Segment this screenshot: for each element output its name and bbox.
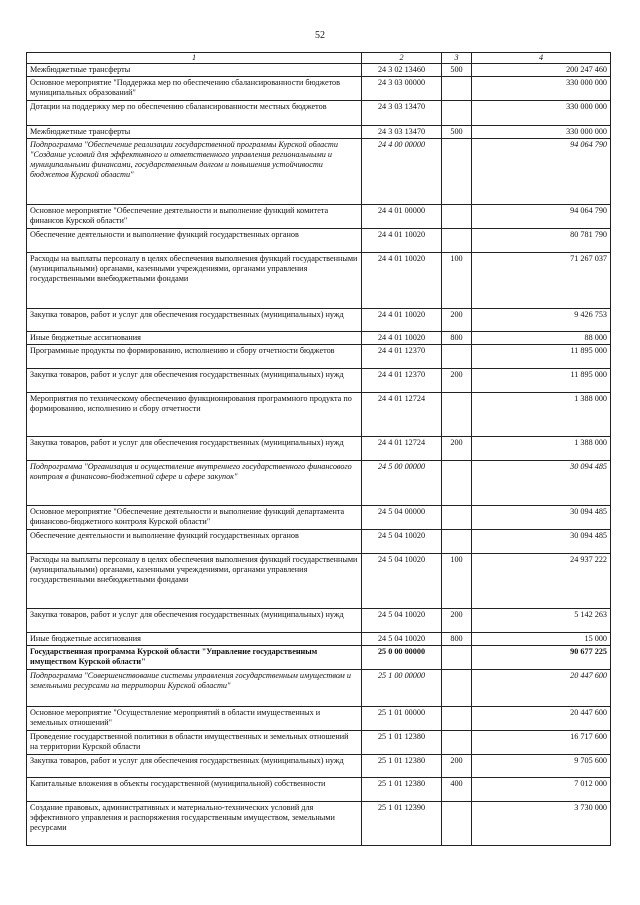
table-row	[27, 646, 611, 670]
row-code: 24 3 02 13460	[362, 64, 442, 77]
row-sum: 200 247 460	[472, 64, 611, 77]
row-code: 25 1 01 00000	[362, 707, 442, 731]
row-type: 200	[442, 755, 472, 778]
row-sum: 16 717 600	[472, 731, 611, 755]
header-col-code: 2	[362, 53, 442, 64]
table-row	[27, 369, 611, 393]
row-type	[442, 646, 472, 670]
table-row	[27, 778, 611, 802]
row-code: 24 4 01 00000	[362, 205, 442, 229]
table-row	[27, 77, 611, 101]
row-type: 200	[442, 437, 472, 461]
row-type	[442, 139, 472, 205]
row-code: 25 1 00 00000	[362, 670, 442, 707]
budget-table	[26, 52, 611, 846]
row-sum: 3 730 000	[472, 802, 611, 846]
table-row	[27, 461, 611, 506]
row-name: Дотации на поддержку мер по обеспечению сбалансированности местных бюджетов	[27, 101, 362, 126]
table-row	[27, 707, 611, 731]
table-row	[27, 345, 611, 369]
row-code: 24 4 01 10020	[362, 332, 442, 345]
row-name: Иные бюджетные ассигнования	[27, 633, 362, 646]
row-name: Закупка товаров, работ и услуг для обеспечения государственных (муниципальных) нужд	[27, 437, 362, 461]
page-number: 52	[315, 30, 325, 41]
row-type: 400	[442, 778, 472, 802]
row-code: 24 4 01 12370	[362, 345, 442, 369]
table-row	[27, 554, 611, 609]
row-name: Создание правовых, административных и материально-технических условий для эффективного управления и распоряжения государственным имуществом, земельными ресурсами	[27, 802, 362, 846]
row-type: 100	[442, 554, 472, 609]
row-type: 200	[442, 609, 472, 633]
row-type	[442, 101, 472, 126]
table-row	[27, 253, 611, 309]
row-sum: 330 000 000	[472, 101, 611, 126]
table-row	[27, 309, 611, 332]
table-row	[27, 101, 611, 126]
table-row	[27, 437, 611, 461]
row-sum: 80 781 790	[472, 229, 611, 253]
row-code: 24 4 01 10020	[362, 253, 442, 309]
row-sum: 90 677 225	[472, 646, 611, 670]
row-sum: 11 895 000	[472, 369, 611, 393]
row-name: Проведение государственной политики в области имущественных и земельных отношений на территории Курской области	[27, 731, 362, 755]
row-name: Закупка товаров, работ и услуг для обеспечения государственных (муниципальных) нужд	[27, 369, 362, 393]
table-row	[27, 393, 611, 437]
row-name: Основное мероприятие "Поддержка мер по обеспечению сбалансированности бюджетов муниципальных образований"	[27, 77, 362, 101]
row-code: 24 5 00 00000	[362, 461, 442, 506]
row-sum: 15 000	[472, 633, 611, 646]
header-col-type: 3	[442, 53, 472, 64]
row-sum: 5 142 263	[472, 609, 611, 633]
row-type	[442, 530, 472, 554]
row-code: 24 5 04 10020	[362, 609, 442, 633]
table-row	[27, 64, 611, 77]
table-row	[27, 229, 611, 253]
row-sum: 30 094 485	[472, 530, 611, 554]
table-row	[27, 332, 611, 345]
row-name: Государственная программа Курской области "Управление государственным имуществом Курской области"	[27, 646, 362, 670]
row-sum: 20 447 600	[472, 707, 611, 731]
row-type: 500	[442, 64, 472, 77]
row-type: 100	[442, 253, 472, 309]
row-name: Межбюджетные трансферты	[27, 126, 362, 139]
row-type	[442, 77, 472, 101]
row-sum: 88 000	[472, 332, 611, 345]
row-type: 500	[442, 126, 472, 139]
row-sum: 94 064 790	[472, 205, 611, 229]
table-row	[27, 139, 611, 205]
row-sum: 7 012 000	[472, 778, 611, 802]
row-name: Расходы на выплаты персоналу в целях обеспечения выполнения функций государственными (муниципальными) органами, казенными учреждениями, органами управления государственными внебюджетными фондами	[27, 554, 362, 609]
row-sum: 71 267 037	[472, 253, 611, 309]
row-type	[442, 461, 472, 506]
row-code: 24 3 03 13470	[362, 101, 442, 126]
row-type	[442, 393, 472, 437]
row-type	[442, 229, 472, 253]
row-sum: 330 000 000	[472, 77, 611, 101]
row-name: Закупка товаров, работ и услуг для обеспечения государственных (муниципальных) нужд	[27, 755, 362, 778]
row-type	[442, 506, 472, 530]
row-sum: 94 064 790	[472, 139, 611, 205]
row-code: 24 4 01 12724	[362, 437, 442, 461]
table-row	[27, 670, 611, 707]
row-sum: 9 426 753	[472, 309, 611, 332]
row-name: Подпрограмма "Обеспечение реализации государственной программы Курской области "Создание условий для эффективного и ответственного управления региональными и муниципальными финансами, государственным долгом и повышения устойчивости бюджетов Курской области"	[27, 139, 362, 205]
row-code: 24 3 03 00000	[362, 77, 442, 101]
row-name: Обеспечение деятельности и выполнение функций государственных органов	[27, 530, 362, 554]
row-type	[442, 731, 472, 755]
row-type	[442, 205, 472, 229]
row-type	[442, 345, 472, 369]
row-sum: 9 705 600	[472, 755, 611, 778]
row-code: 25 1 01 12390	[362, 802, 442, 846]
row-name: Расходы на выплаты персоналу в целях обеспечения выполнения функций государственными (муниципальными) органами, казенными учреждениями, органами управления государственными внебюджетными фондами	[27, 253, 362, 309]
row-name: Иные бюджетные ассигнования	[27, 332, 362, 345]
row-code: 24 5 04 10020	[362, 530, 442, 554]
row-code: 24 4 01 12724	[362, 393, 442, 437]
row-name: Подпрограмма "Совершенствование системы управления государственным имуществом и земельными ресурсами на территории Курской области"	[27, 670, 362, 707]
row-name: Программные продукты по формированию, исполнению и сбору отчетности бюджетов	[27, 345, 362, 369]
table-row	[27, 802, 611, 846]
row-code: 25 0 00 00000	[362, 646, 442, 670]
row-type: 200	[442, 369, 472, 393]
row-code: 25 1 01 12380	[362, 731, 442, 755]
header-col-name: 1	[27, 53, 362, 64]
row-name: Межбюджетные трансферты	[27, 64, 362, 77]
row-type: 800	[442, 332, 472, 345]
row-type	[442, 670, 472, 707]
row-type: 200	[442, 309, 472, 332]
row-code: 24 4 01 10020	[362, 309, 442, 332]
row-code: 25 1 01 12380	[362, 778, 442, 802]
row-code: 24 4 01 10020	[362, 229, 442, 253]
row-name: Основное мероприятие "Обеспечение деятельности и выполнение функций комитета финансов Курской области"	[27, 205, 362, 229]
row-name: Основное мероприятие "Обеспечение деятельности и выполнение функций департамента финансово-бюджетного контроля Курской области"	[27, 506, 362, 530]
row-sum: 330 000 000	[472, 126, 611, 139]
row-code: 24 3 03 13470	[362, 126, 442, 139]
row-code: 24 5 04 10020	[362, 633, 442, 646]
row-sum: 30 094 485	[472, 506, 611, 530]
row-name: Закупка товаров, работ и услуг для обеспечения государственных (муниципальных) нужд	[27, 309, 362, 332]
row-sum: 1 388 000	[472, 393, 611, 437]
header-row	[27, 53, 611, 64]
table-row	[27, 755, 611, 778]
row-code: 24 4 01 12370	[362, 369, 442, 393]
row-name: Закупка товаров, работ и услуг для обеспечения государственных (муниципальных) нужд	[27, 609, 362, 633]
row-name: Подпрограмма "Организация и осуществление внутреннего государственного финансового контроля в финансово-бюджетной сфере и сфере закупок"	[27, 461, 362, 506]
row-type	[442, 802, 472, 846]
header-col-sum: 4	[472, 53, 611, 64]
row-name: Капитальные вложения в объекты государственной (муниципальной) собственности	[27, 778, 362, 802]
row-type	[442, 707, 472, 731]
table-row	[27, 506, 611, 530]
row-code: 24 5 04 00000	[362, 506, 442, 530]
row-sum: 1 388 000	[472, 437, 611, 461]
row-sum: 20 447 600	[472, 670, 611, 707]
row-code: 24 4 00 00000	[362, 139, 442, 205]
table-row	[27, 126, 611, 139]
row-code: 25 1 01 12380	[362, 755, 442, 778]
table-row	[27, 205, 611, 229]
row-name: Мероприятия по техническому обеспечению функционирования программного продукта по формированию, исполнению и сбору отчетности	[27, 393, 362, 437]
row-sum: 30 094 485	[472, 461, 611, 506]
row-sum: 11 895 000	[472, 345, 611, 369]
row-name: Основное мероприятие "Осуществление мероприятий в области имущественных и земельных отношений"	[27, 707, 362, 731]
table-row	[27, 731, 611, 755]
table-row	[27, 633, 611, 646]
table-row	[27, 530, 611, 554]
row-type: 800	[442, 633, 472, 646]
row-sum: 24 937 222	[472, 554, 611, 609]
row-name: Обеспечение деятельности и выполнение функций государственных органов	[27, 229, 362, 253]
table-row	[27, 609, 611, 633]
row-code: 24 5 04 10020	[362, 554, 442, 609]
